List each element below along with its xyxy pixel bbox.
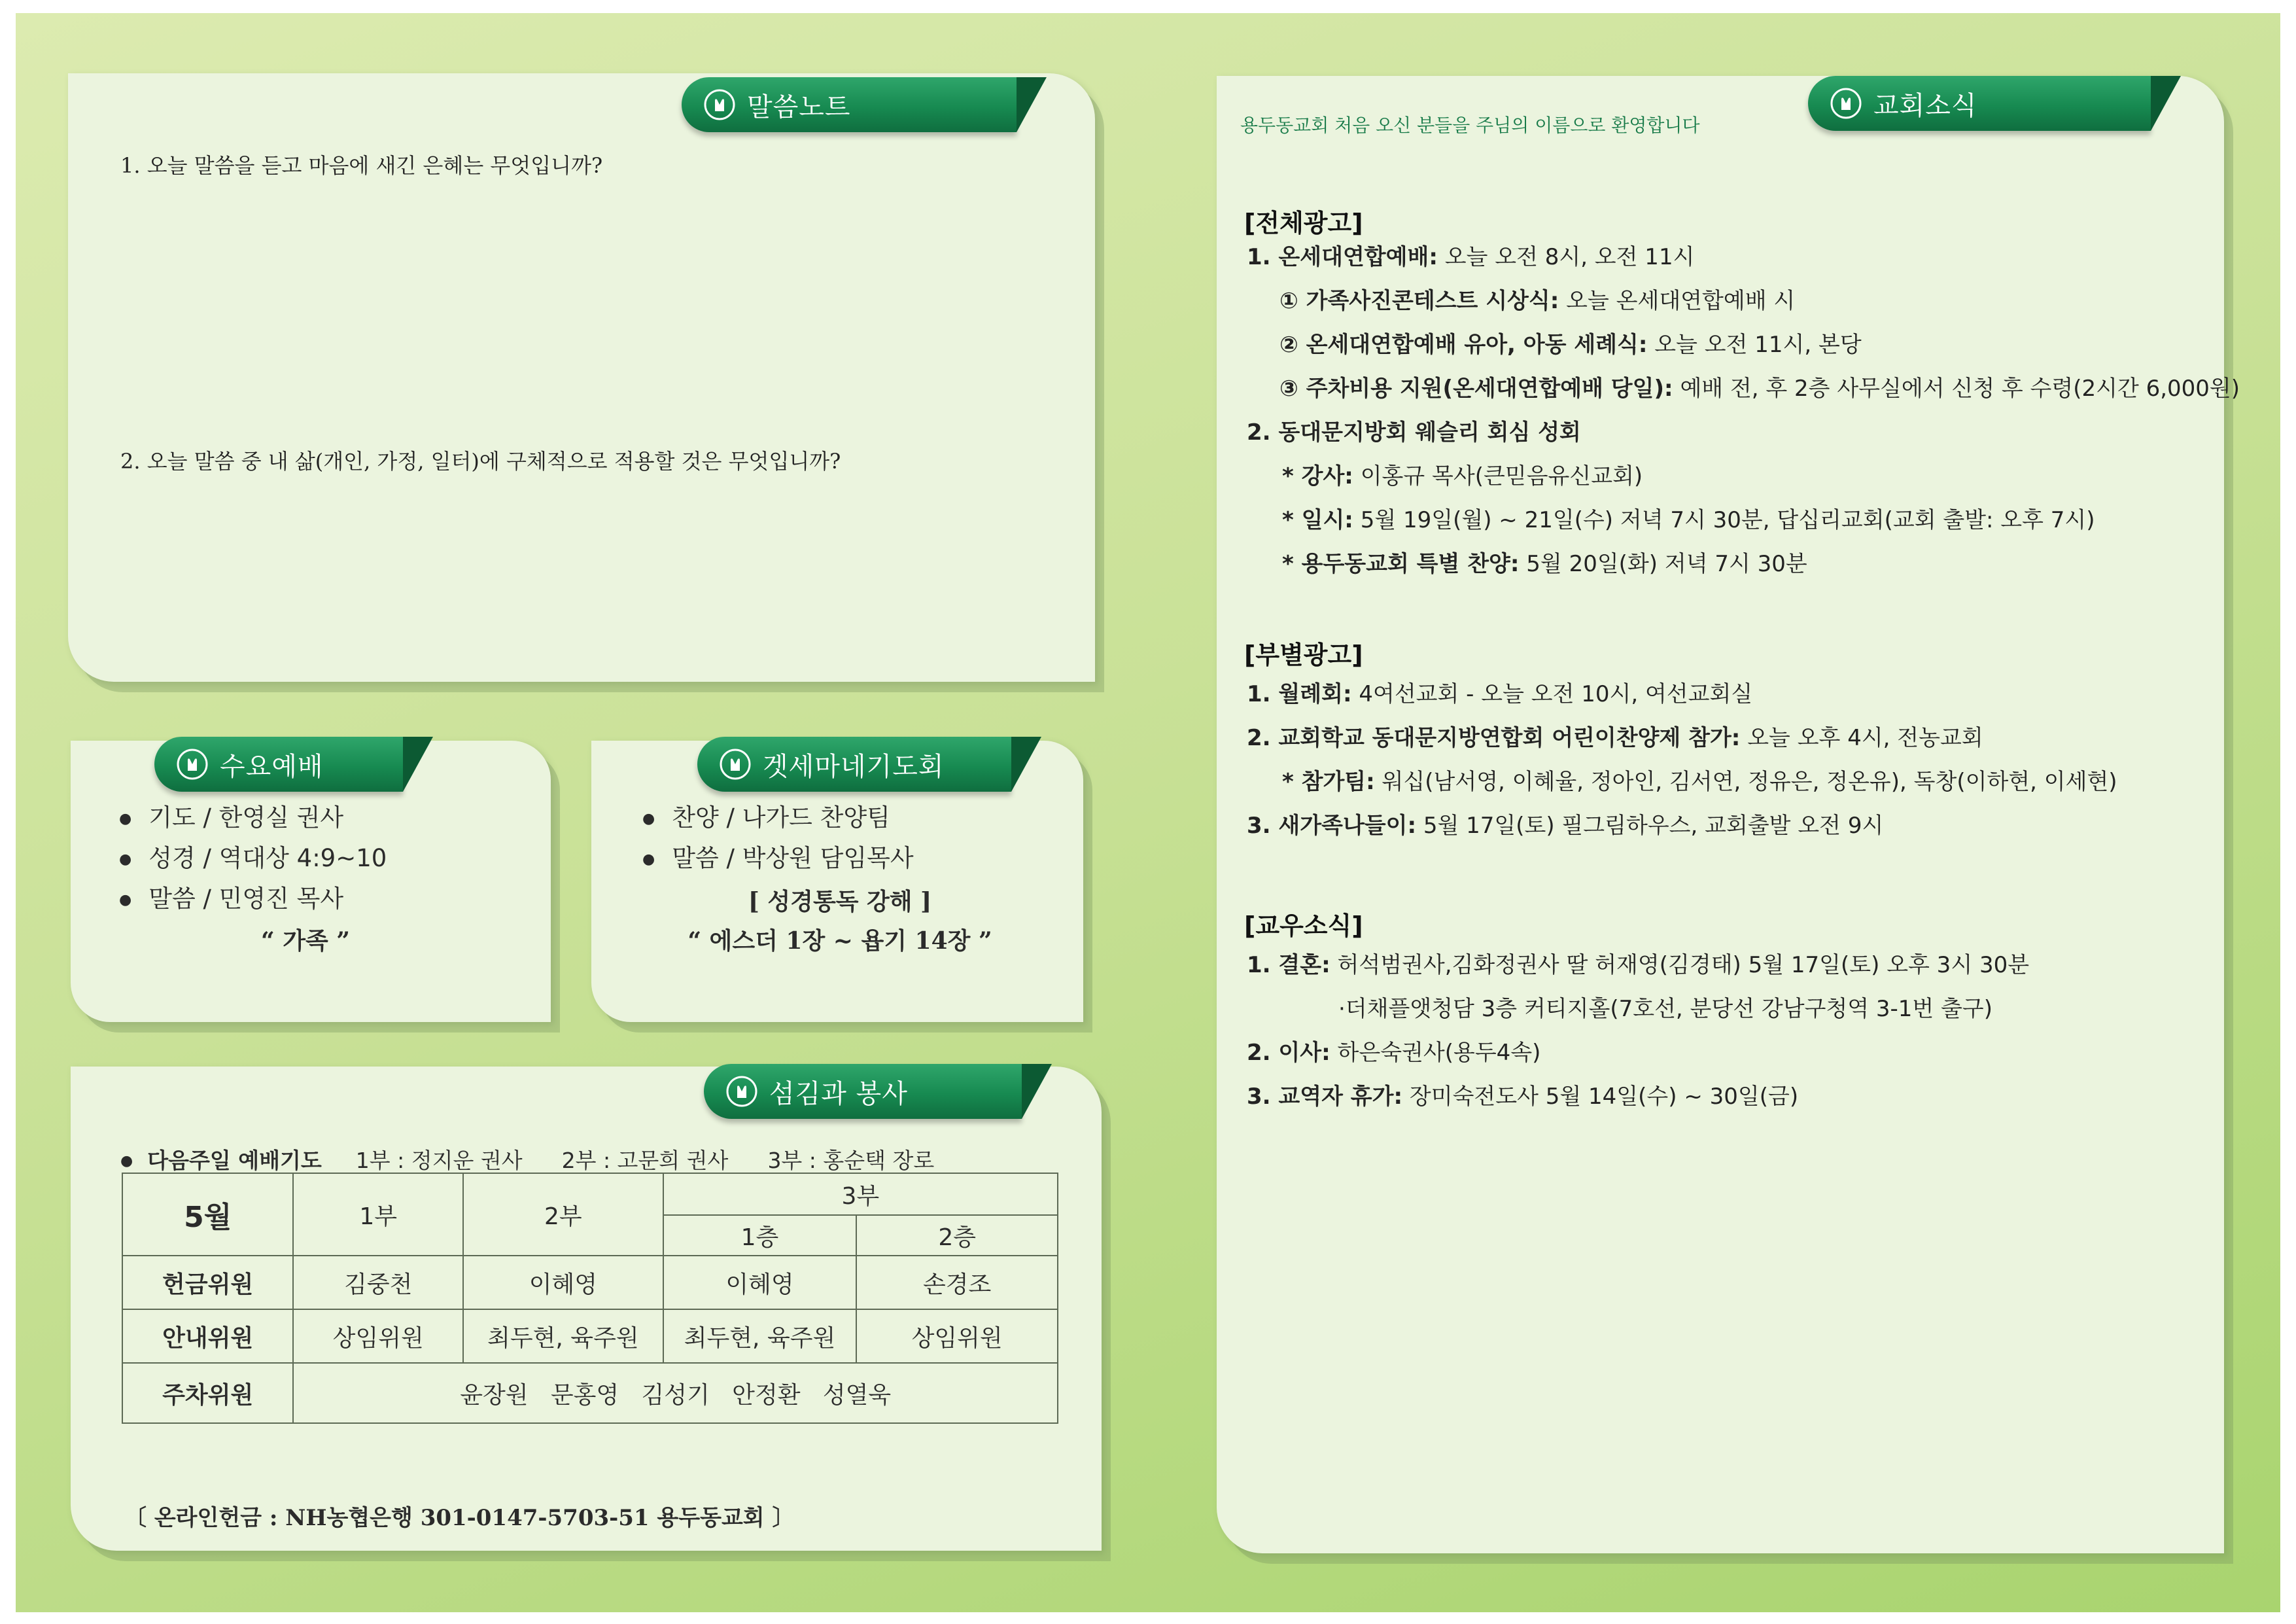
announcement-item: ·더채플앳청담 3층 커티지홀(7호선, 분당선 강남구청역 3-1번 출구)	[1338, 996, 1993, 1022]
row-label: 헌금위원	[122, 1256, 293, 1309]
list-item: ● 찬양 / 나가드 찬양팀	[642, 798, 914, 839]
news-tab-label: 교회소식	[1873, 90, 1977, 121]
parking-names: 윤장원 문홍영 김성기 안정환 성열욱	[293, 1363, 1058, 1423]
table-cell: 상임위원	[856, 1309, 1058, 1363]
table-cell: 최두현, 육주원	[463, 1309, 663, 1363]
table-cell: 손경조	[856, 1256, 1058, 1309]
question-1: 1. 오늘 말씀을 듣고 마음에 새긴 은혜는 무엇입니까?	[120, 153, 603, 178]
service-tab	[704, 1064, 1022, 1119]
duty-table	[122, 1173, 1058, 1424]
table-cell: 김중천	[293, 1256, 463, 1309]
member-news-heading: [교우소식]	[1244, 911, 1363, 940]
wednesday-list	[119, 798, 387, 920]
praying-hands-icon	[1830, 88, 1862, 119]
next-prayer-2: 2부 : 고문희 권사	[561, 1148, 729, 1173]
table-row	[122, 1363, 1058, 1423]
table-header-1: 1부	[293, 1173, 463, 1256]
gethsemane-tab-label: 겟세마네기도회	[763, 751, 945, 782]
praying-hands-icon	[726, 1076, 757, 1107]
announcement-item: ③ 주차비용 지원(온세대연합예배 당일): 예배 전, 후 2층 사무실에서 신청 후 수령(2시간 6,000원)	[1279, 376, 2240, 402]
sermon-title: “ 가족 ”	[260, 927, 351, 955]
announcement-item: 1. 결혼: 허석범권사,김화정권사 딸 허재영(김경태) 5월 17일(토) 오후 3시 30분	[1247, 952, 2030, 978]
announcement-item: 2. 이사: 하은숙권사(용두4속)	[1247, 1040, 1541, 1066]
table-cell: 이혜영	[463, 1256, 663, 1309]
table-row	[122, 1256, 1058, 1309]
announcement-item: ② 온세대연합예배 유아, 아동 세례식: 오늘 오전 11시, 본당	[1279, 332, 1862, 358]
table-header-3: 3부	[663, 1173, 1058, 1215]
announcement-item: 3. 교역자 휴가: 장미숙전도사 5월 14일(수) ~ 30일(금)	[1247, 1084, 1799, 1110]
next-prayer-label: 다음주일 예배기도	[147, 1148, 322, 1173]
praying-hands-icon	[704, 89, 735, 120]
table-cell: 최두현, 육주원	[663, 1309, 857, 1363]
row-label: 주차위원	[122, 1363, 293, 1423]
list-item: ● 기도 / 한영실 권사	[119, 798, 387, 839]
table-cell: 상임위원	[293, 1309, 463, 1363]
table-header-3-floor2: 2층	[856, 1215, 1058, 1256]
announcement-item: 2. 교회학교 동대문지방연합회 어린이찬양제 참가: 오늘 오후 4시, 전농교회	[1247, 725, 1983, 751]
service-tab-label: 섬김과 봉사	[769, 1078, 908, 1109]
next-prayer-3: 3부 : 홍순택 장로	[767, 1148, 935, 1173]
table-cell: 이혜영	[663, 1256, 857, 1309]
table-row	[122, 1309, 1058, 1363]
wednesday-tab-label: 수요예배	[220, 751, 324, 782]
gethsemane-list	[642, 798, 914, 879]
row-label: 안내위원	[122, 1309, 293, 1363]
announcement-item: * 일시: 5월 19일(월) ~ 21일(수) 저녁 7시 30분, 답십리교회(교회 출발: 오후 7시)	[1282, 507, 2095, 533]
announcement-item: * 용두동교회 특별 찬양: 5월 20일(화) 저녁 7시 30분	[1282, 551, 1807, 577]
praying-hands-icon	[177, 749, 208, 780]
general-announcements-heading: [전체광고]	[1244, 209, 1363, 238]
praying-hands-icon	[720, 749, 751, 780]
announcement-item: * 강사: 이홍규 목사(큰믿음유신교회)	[1282, 463, 1643, 489]
announcement-item: 3. 새가족나들이: 5월 17일(토) 필그림하우스, 교회출발 오전 9시	[1247, 813, 1884, 839]
table-header-2: 2부	[463, 1173, 663, 1256]
word-note-tab-label: 말씀노트	[747, 92, 851, 122]
announcement-item: 1. 온세대연합예배: 오늘 오전 8시, 오전 11시	[1247, 244, 1695, 270]
next-prayer-1: 1부 : 정지운 권사	[355, 1148, 523, 1173]
announcement-item: ① 가족사진콘테스트 시상식: 오늘 온세대연합예배 시	[1279, 288, 1796, 314]
question-2: 2. 오늘 말씀 중 내 삶(개인, 가정, 일터)에 구체적으로 적용할 것은 무엇입니까?	[120, 449, 841, 474]
bible-reading-title: [ 성경통독 강해 ]	[748, 888, 932, 915]
list-item: ● 성경 / 역대상 4:9~10	[119, 839, 387, 879]
announcement-item: 2. 동대문지방회 웨슬리 회심 성회	[1247, 419, 1581, 446]
news-tab	[1808, 76, 2151, 131]
gethsemane-tab	[697, 737, 1011, 792]
list-item: ● 말씀 / 민영진 목사	[119, 879, 387, 920]
word-note-tab	[682, 77, 1017, 132]
announcement-item: * 참가팀: 워십(남서영, 이혜율, 정아인, 김서연, 정유은, 정온유), 독창(이하현, 이세현)	[1282, 769, 2117, 795]
list-item: ● 말씀 / 박상원 담임목사	[642, 839, 914, 879]
table-header-3-floor1: 1층	[663, 1215, 857, 1256]
department-announcements-heading: [부별광고]	[1244, 641, 1363, 669]
wednesday-tab	[154, 737, 403, 792]
bible-reading-range: “ 에스더 1장 ~ 욥기 14장 ”	[687, 927, 992, 955]
table-month: 5월	[122, 1173, 293, 1256]
bulletin-sheet	[16, 13, 2280, 1612]
announcement-item: 1. 월례회: 4여선교회 - 오늘 오전 10시, 여선교회실	[1247, 681, 1753, 707]
online-offering: 〔 온라인헌금 : NH농협은행 301-0147-5703-51 용두동교회 〕	[124, 1505, 795, 1531]
welcome-text: 용두동교회 처음 오신 분들을 주님의 이름으로 환영합니다	[1240, 115, 1700, 136]
next-prayer-line: ● 다음주일 예배기도 1부 : 정지운 권사 2부 : 고문희 권사 3부 : 홍순택 장로	[120, 1148, 935, 1173]
